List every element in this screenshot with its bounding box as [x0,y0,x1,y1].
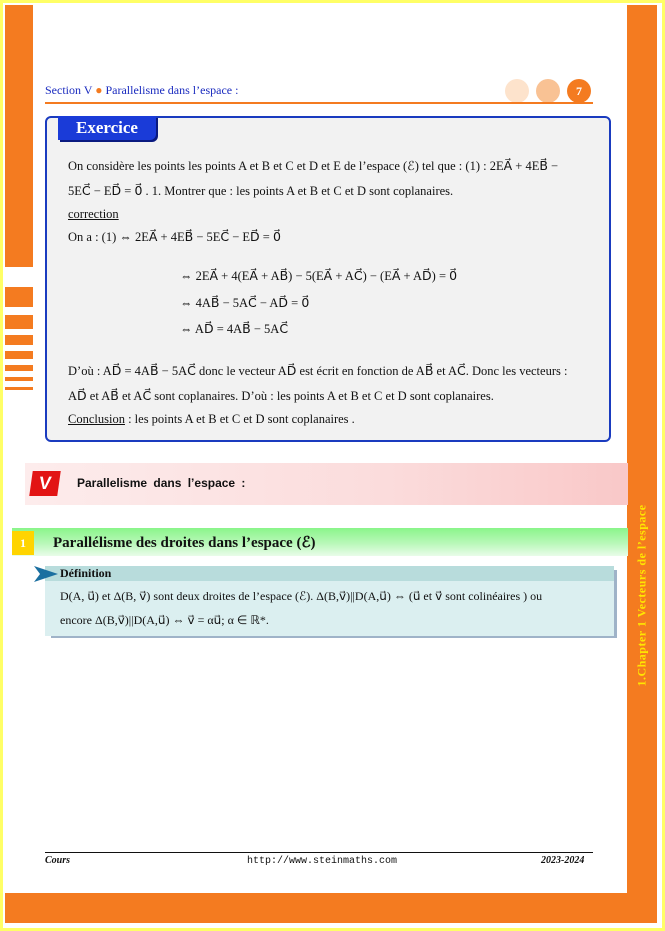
deduction-line-2: AD⃗ et AB⃗ et AC⃗ sont coplanaires. D’où : les points A et B et C et D sont coplanaires. [68,389,494,403]
footer-link[interactable]: http://www.steinmaths.com [247,856,398,867]
conclusion-label: Conclusion [68,412,125,426]
definition-label: Définition [60,566,112,580]
definition-line-2: encore Δ(B,v⃗)||D(A,u⃗) ⇔ v⃗ = αu⃗; α ∈ ℝ*. [60,613,269,627]
exercise-tab: Exercice [58,116,156,140]
equation-step-1: ⇔ 2EA⃗ + 4(EA⃗ + AB⃗) − 5(EA⃗ + AC⃗) − (EA⃗ + AD⃗) = 0⃗ [180,269,458,283]
header-title: Parallelisme dans l’espace : [105,83,239,97]
exercise-statement-line-2: 5EC⃗ − ED⃗ = 0⃗ . 1. Montrer que : les points A et B et C et D sont coplanaires. [68,184,454,198]
section-badge: V [29,471,61,496]
left-orange-block [5,335,33,345]
left-orange-block [5,377,33,381]
chapter-side-title: 1.Chapter 1 Vecteurs de l’espace [634,503,649,687]
correction-line-1: On a : (1) ⇔ 2EA⃗ + 4EB⃗ − 5EC⃗ − ED⃗ = 0⃗ [68,230,281,244]
section-title: Parallelisme dans l’espace : [77,476,246,490]
bullet-icon: ● [95,83,103,97]
footer-rule [45,852,593,853]
left-orange-block [5,315,33,329]
left-orange-block [5,351,33,359]
right-orange-bar [627,5,657,893]
definition-line-1: D(A, u⃗) et Δ(B, v⃗) sont deux droites de l’espace (ℰ). Δ(B,v⃗)||D(A,u⃗) ⇔ (u⃗ et v⃗ sont colinéaires ) ou [60,589,543,603]
subsection-number: 1 [12,531,34,555]
page-header [45,83,238,98]
page-number: 7 [567,79,591,103]
correction-label: correction [68,207,119,221]
footer-left: Cours [45,855,71,866]
subsection-title: Parallélisme des droites dans l’espace (ℰ) [53,535,316,551]
header-circle [536,79,560,103]
left-orange-bar [5,5,33,267]
footer-year: 2023-2024 [541,855,585,866]
definition-header [45,566,614,581]
bottom-orange-bar [5,893,657,923]
left-orange-block [5,387,33,390]
left-orange-block [5,287,33,307]
left-orange-block [5,365,33,371]
equation-step-3: ⇔ AD⃗ = 4AB⃗ − 5AC⃗ [180,322,289,336]
conclusion-text: : les points A et B et C et D sont coplanaires . [124,412,355,426]
header-rule [45,102,593,104]
conclusion [68,412,355,427]
exercise-statement-line-1: On considère les points les points A et B et C et D et E de l’espace (ℰ) tel que : (1) : 2EA⃗ + 4EB⃗ − [68,159,559,173]
deduction-line-1: D’où : AD⃗ = 4AB⃗ − 5AC⃗ donc le vecteur AD⃗ est écrit en fonction de AB⃗ et AC⃗. Donc les vecteurs : [68,364,568,378]
equation-step-2: ⇔ 4AB⃗ − 5AC⃗ − AD⃗ = 0⃗ [180,296,310,310]
arrow-right-icon [34,566,58,582]
header-circle [505,79,529,103]
header-section: Section V [45,83,93,97]
